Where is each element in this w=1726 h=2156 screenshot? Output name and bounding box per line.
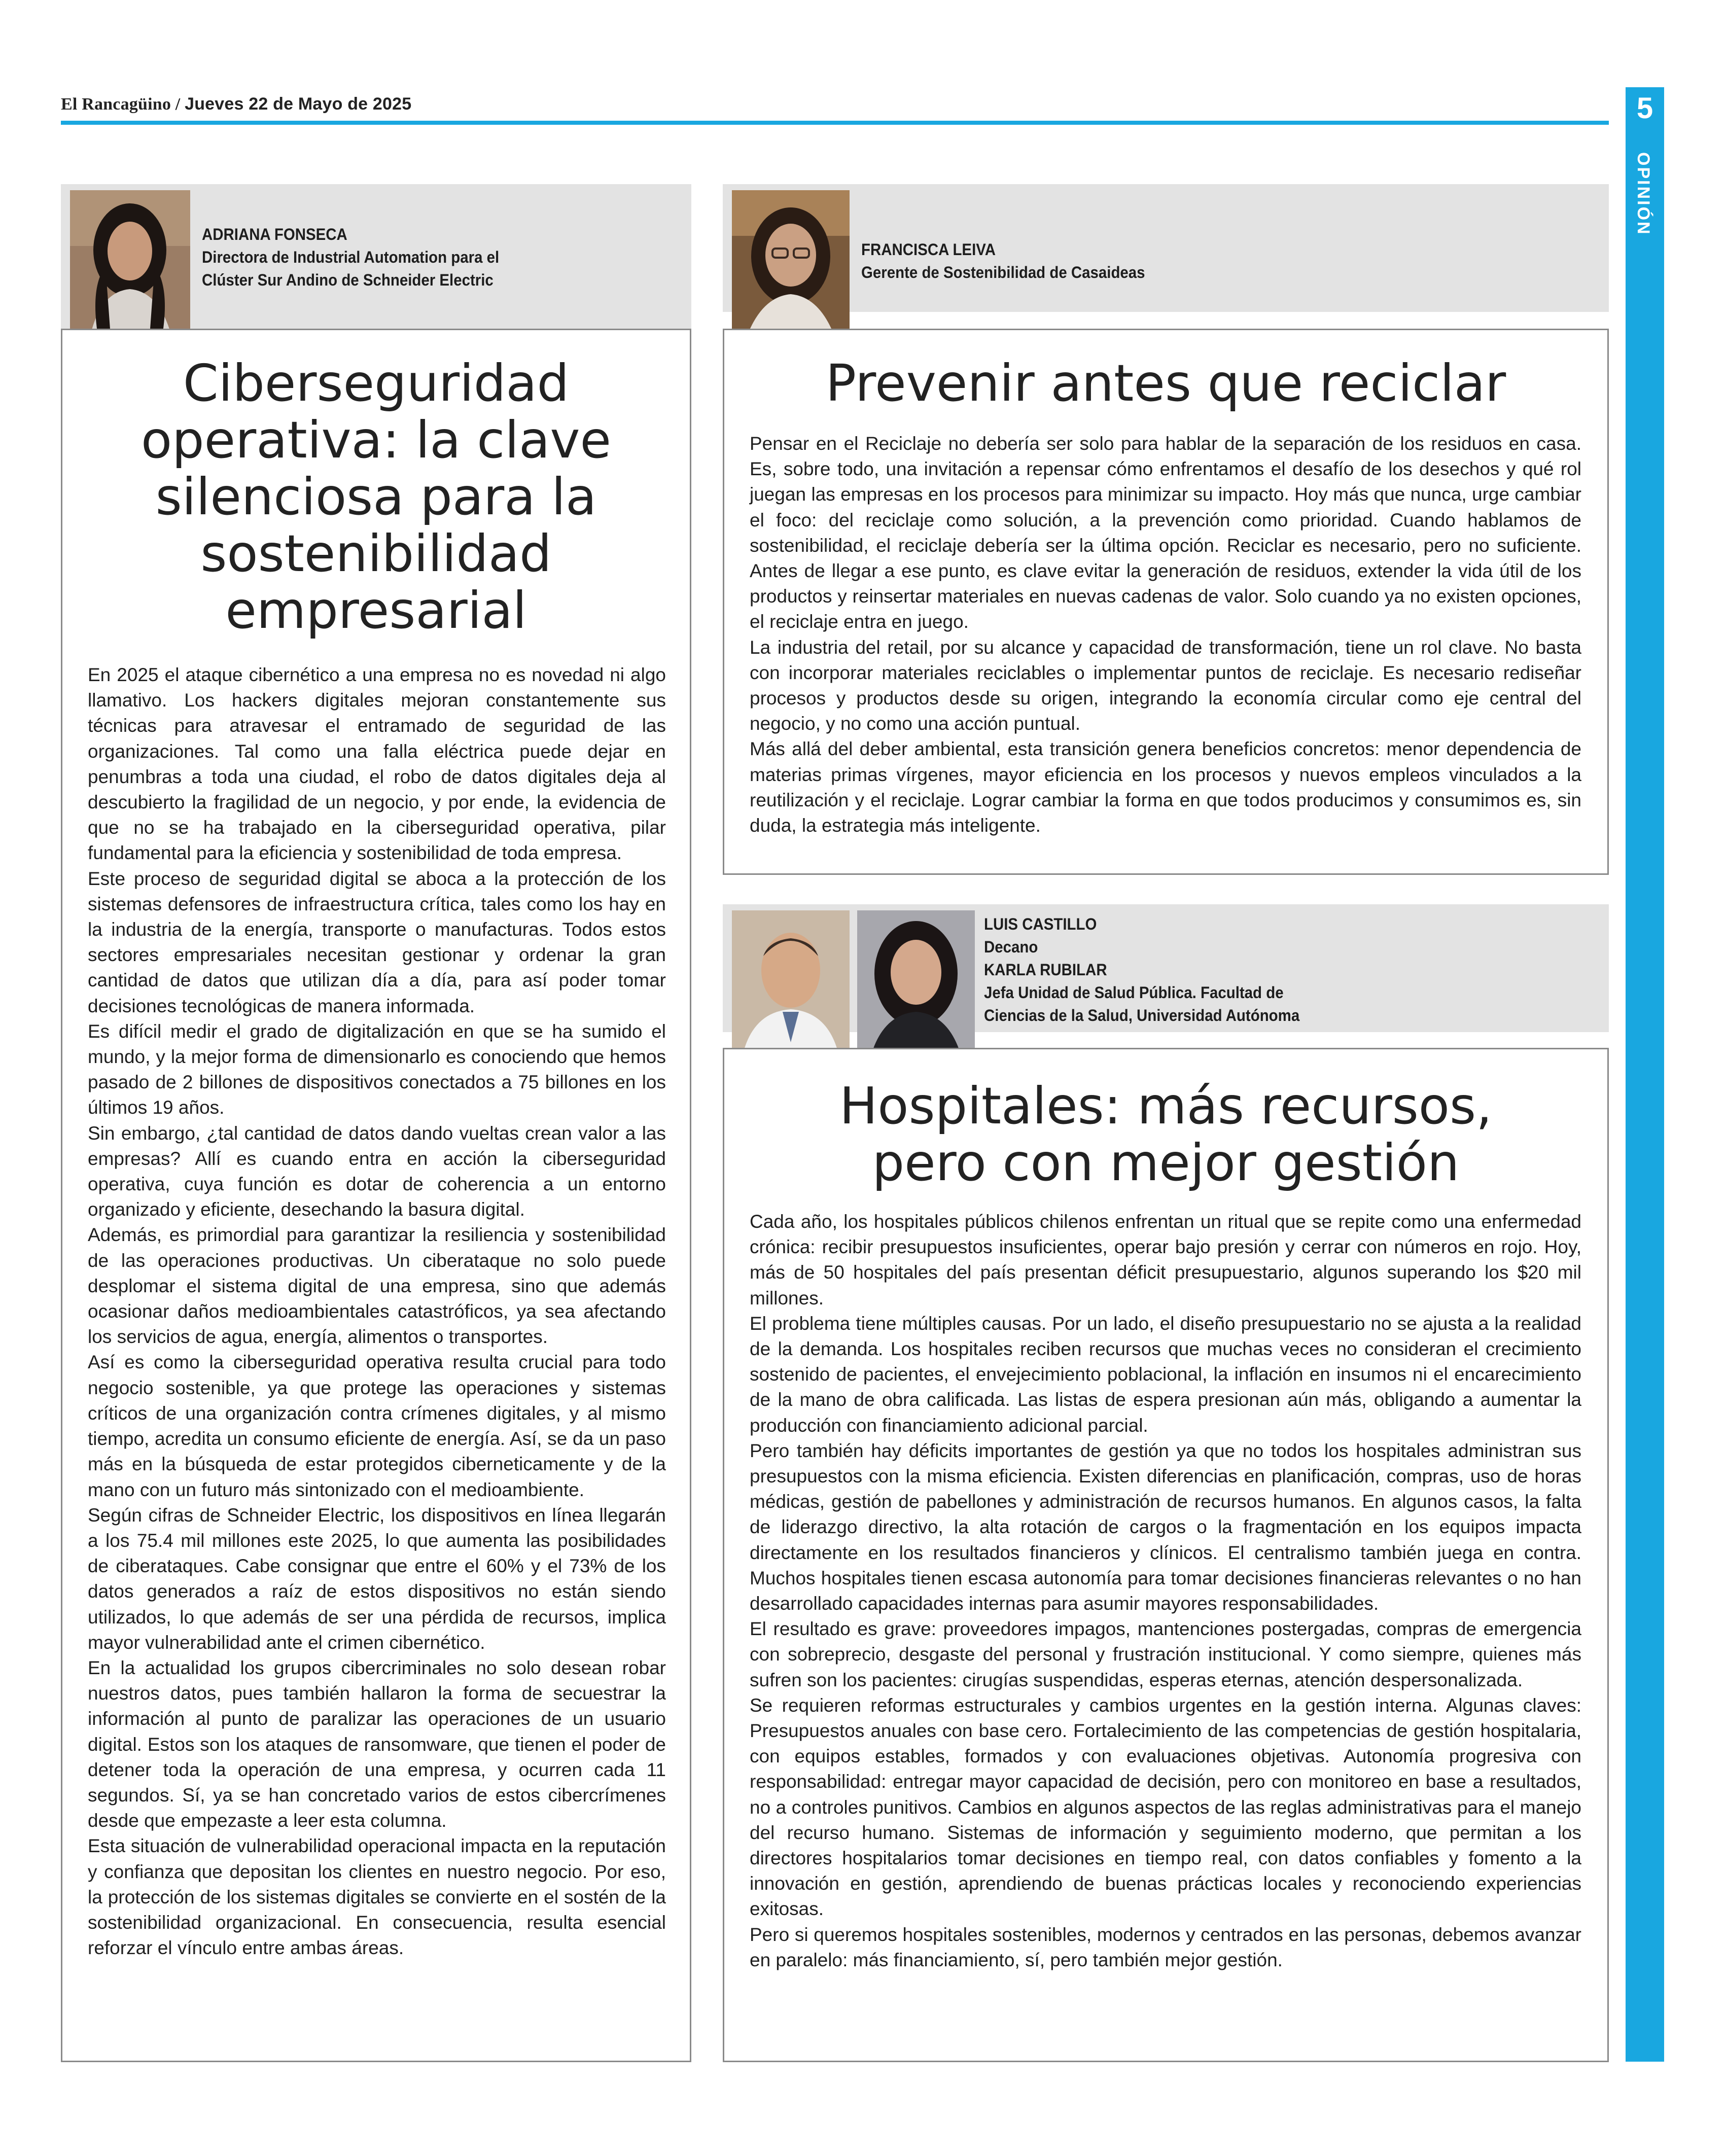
paragraph: Pero si queremos hospitales sostenibles, modernos y centrados en las personas, debemos avanzar en paralelo: más financiamiento, sí, pero también mejor gestión. bbox=[750, 1924, 1581, 1970]
paragraph: Sin embargo, ¿tal cantidad de datos dando vueltas crean valor a las empresas? Allí es cuando entra en acción la ciberseguridad operativa, cuya función es dotar de coherencia a un entorno organizado y eficiente, desechando la basura digital. bbox=[88, 1122, 666, 1220]
paragraph: Se requieren reformas estructurales y cambios urgentes en la gestión interna. Algunas claves: Presupuestos anuales con base cero. Fortalecimiento de las competencias de gestión hospitalaria, con equipos estables, formados y con evaluaciones objetivas. Autonomía progresiva con responsabilidad: entregar mayor capacidad de decisión, pero con monitoreo en base a resultados, no a controles punitivos. Cambios en algunos aspectos de las reglas administrativas para el manejo del recurso humano. Sistemas de información y seguimiento moderno, que permitan a los directores hospitalarios tomar decisiones en tiempo real, con datos confiables y fomento a la innovación en gestión, aprendiendo de buenas prácticas locales y reconociendo experiencias exitosas. bbox=[750, 1694, 1581, 1920]
paragraph: La industria del retail, por su alcance y capacidad de transformación, tiene un rol clave. No basta con incorporar materiales reciclables o implementar puntos de reciclaje. Es necesario rediseñar procesos y productos desde su origen, integrando la economía circular como eje central del negocio, y no como una acción puntual. bbox=[750, 637, 1581, 734]
author-name: FRANCISCA LEIVA bbox=[861, 240, 996, 259]
author-name: LUIS CASTILLO bbox=[984, 915, 1097, 933]
article-body-1 bbox=[88, 662, 666, 1961]
paragraph: En la actualidad los grupos cibercriminales no solo desean robar nuestros datos, pues también hallaron la forma de secuestrar la información al punto de paralizar las operaciones de un usuario digital. Estos son los ataques de ransomware, que tienen el poder de detener toda la operación de una empresa, y ocurren cada 11 segundos. Sí, ya se han concretado varios de estos cibercrímenes desde que empezaste a leer esta columna. bbox=[88, 1657, 666, 1831]
section-sidebar bbox=[1626, 87, 1664, 2062]
article-title-2: Prevenir antes que reciclar bbox=[825, 354, 1506, 413]
author-role: Decano bbox=[984, 938, 1038, 956]
header-rule bbox=[61, 121, 1609, 125]
author-block-2 bbox=[861, 238, 1468, 284]
article-title-3: Hospitales: más recursos, pero con mejor gestión bbox=[839, 1076, 1492, 1192]
author-role-2: Jefa Unidad de Salud Pública. Facultad de Ciencias de la Salud, Universidad Autónoma bbox=[984, 983, 1300, 1024]
paragraph: Además, es primordial para garantizar la resiliencia y sostenibilidad de las operaciones productivas. Un ciberataque no solo puede desplomar el sistema digital de una empresa, sino que además ocasionar daños medioambientales catastróficos, ya sea afectando los servicios de agua, energía, alimentos o transportes. bbox=[88, 1224, 666, 1348]
author-photo-2 bbox=[732, 190, 850, 336]
article-body-2 bbox=[750, 431, 1581, 838]
page-number: 5 bbox=[1636, 92, 1653, 125]
article-title-1: Ciberseguridad operativa: la clave silenciosa para la sostenibilidad empresarial bbox=[140, 354, 612, 640]
article-body-3 bbox=[750, 1209, 1581, 1973]
masthead-separator: / bbox=[171, 95, 185, 114]
paragraph: Según cifras de Schneider Electric, los dispositivos en línea llegarán a los 75.4 mil millones este 2025, lo que aumenta las posibilidades de ciberataques. Cabe consignar que entre el 60% y el 73% de los datos generados a raíz de estos dispositivos no están siendo utilizados, lo que además de ser una pérdida de recursos, implica mayor vulnerabilidad ante el crimen cibernético. bbox=[88, 1504, 666, 1653]
section-label: OPINIÓN bbox=[1634, 152, 1653, 236]
paragraph: Cada año, los hospitales públicos chilenos enfrentan un ritual que se repite como una enfermedad crónica: recibir presupuestos insuficientes, operar bajo presión y cerrar con números en rojo. Hoy, más de 50 hospitales del país presentan déficit presupuestario, algunos superando los $20 mil millones. bbox=[750, 1211, 1581, 1309]
author-role: Directora de Industrial Automation para el Clúster Sur Andino de Schneider Electric bbox=[202, 248, 500, 289]
paragraph: Pensar en el Reciclaje no debería ser solo para hablar de la separación de los residuos en casa. Es, sobre todo, una invitación a repensar cómo enfrentamos el desafío de los desechos y qué rol juegan las empresas en los procesos para minimizar su impacto. Hoy más que nunca, urge cambiar el foco: del reciclaje como solución, a la prevención como prioridad. Cuando hablamos de sostenibilidad, el reciclaje debería ser la última opción. Reciclar es necesario, pero no suficiente. Antes de llegar a ese punto, es clave evitar la generación de residuos, extender la vida útil de los productos y reinsertar materiales en nuevas cadenas de valor. Solo cuando ya no existen opciones, el reciclaje entra en juego. bbox=[750, 433, 1581, 632]
issue-date: Jueves 22 de Mayo de 2025 bbox=[185, 94, 412, 114]
author-photo-3b bbox=[857, 910, 975, 1057]
paragraph: El problema tiene múltiples causas. Por un lado, el diseño presupuestario no se ajusta a la realidad de la demanda. Los hospitales reciben recursos que muchas veces no consideran el crecimiento sostenido de pacientes, el envejecimiento poblacional, la inflación en insumos ni el encarecimiento de la mano de obra calificada. Las listas de espera presionan aún más, obligando a aumentar la producción con financiamiento adicional parcial. bbox=[750, 1313, 1581, 1436]
paragraph: Es difícil medir el grado de digitalización en que se ha sumido el mundo, y la mejor forma de dimensionarlo es conociendo que hemos pasado de 2 billones de dispositivos conectados a 75 billones en los últimos 19 años. bbox=[88, 1020, 666, 1118]
author-photo-1 bbox=[70, 190, 190, 336]
author-block-1 bbox=[202, 223, 622, 292]
masthead bbox=[61, 94, 411, 114]
paragraph: Esta situación de vulnerabilidad operacional impacta en la reputación y confianza que depositan los clientes en nuestro negocio. Por eso, la protección de los sistemas digitales se convierte en el sostén de la sostenibilidad organizacional. En consecuencia, resulta esencial reforzar el vínculo entre ambas áreas. bbox=[88, 1835, 666, 1959]
author-name: ADRIANA FONSECA bbox=[202, 225, 347, 243]
author-photo-3a bbox=[732, 910, 850, 1057]
author-role: Gerente de Sostenibilidad de Casaideas bbox=[861, 263, 1145, 281]
paragraph: Pero también hay déficits importantes de gestión ya que no todos los hospitales administran sus presupuestos con la misma eficiencia. Existen diferencias en planificación, compras, uso de horas médicas, gestión de pabellones y administración de recursos humanos. En algunos casos, la falta de liderazgo directivo, la alta rotación de cargos o la fragmentación en los equipos impacta directamente en los resultados financieros y clínicos. El centralismo también juega en contra. Muchos hospitales tienen escasa autonomía para tomar decisiones financieras relevantes o no han desarrollado capacidades internas para asumir mayores responsabilidades. bbox=[750, 1440, 1581, 1614]
paragraph: En 2025 el ataque cibernético a una empresa no es novedad ni algo llamativo. Los hackers digitales mejoran constantemente sus técnicas para atravesar el entramado de seguridad de las organizaciones. Tal como una falla eléctrica puede dejar en penumbras a toda una ciudad, el robo de datos digitales deja al descubierto la fragilidad de un negocio, y por ende, la evidencia de que no se ha trabajado en la ciberseguridad operativa, pilar fundamental para la eficiencia y sostenibilidad de toda empresa. bbox=[88, 664, 666, 864]
author-block-3 bbox=[984, 913, 1544, 1027]
paragraph: Así es como la ciberseguridad operativa resulta crucial para todo negocio sostenible, ya que protege las operaciones y sistemas críticos de una organización contra crímenes digitales, y al mismo tiempo, acredita un consumo eficiente de energía. Así, se da un paso más en la búsqueda de estar protegidos ciberneticamente y de la mano con un futuro más sintonizado con el medioambiente. bbox=[88, 1352, 666, 1500]
paragraph: Este proceso de seguridad digital se aboca a la protección de los sistemas defensores de infraestructura crítica, tales como los hay en la industria de la energía, transporte o manufacturas. Todos estos sectores empresariales necesitan gestionar y ordenar la gran cantidad de datos que utilizan día a día, para así poder tomar decisiones tecnológicas de manera informada. bbox=[88, 868, 666, 1016]
author-name-2: KARLA RUBILAR bbox=[984, 961, 1107, 979]
paragraph: Más allá del deber ambiental, esta transición genera beneficios concretos: menor dependencia de materias primas vírgenes, mayor eficiencia en los procesos y nuevos empleos vinculados a la reutilización y el reciclaje. Lograr cambiar la forma en que todos producimos y consumimos es, sin duda, la estrategia más inteligente. bbox=[750, 738, 1581, 836]
newspaper-name: El Rancagüino bbox=[61, 95, 171, 114]
paragraph: El resultado es grave: proveedores impagos, mantenciones postergadas, compras de emergencia con sobreprecio, desgaste del personal y frustración institucional. Y como siempre, quienes más sufren son los pacientes: cirugías suspendidas, esperas eternas, atención despersonalizada. bbox=[750, 1618, 1581, 1690]
